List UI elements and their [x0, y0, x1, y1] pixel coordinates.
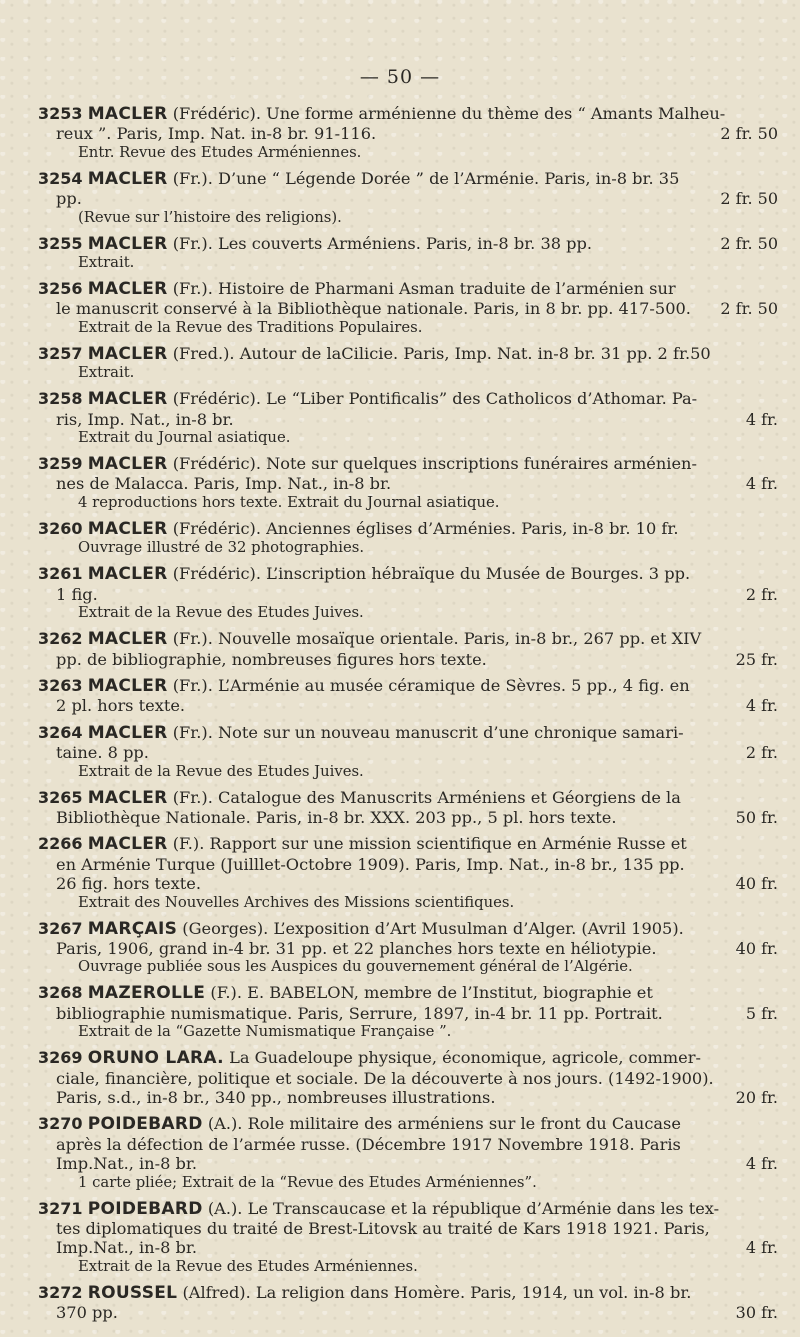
entry-continuation: nes de Malacca. Paris, Imp. Nat., in-8 br. [56, 474, 392, 494]
entry-continuation: pp. [56, 189, 82, 209]
entry-continuation: reux ”. Paris, Imp. Nat. in-8 br. 91-116. [56, 124, 377, 144]
entry-price: 2 fr. [745, 743, 778, 763]
catalog-entry [38, 344, 778, 382]
entry-main [38, 983, 778, 1003]
entry-note: 1 carte pliée; Extrait de la “Revue des Etudes Arméniennes”. [78, 1173, 537, 1191]
entry-main [38, 169, 778, 189]
entry-title: (Alfred). La religion dans Homère. Paris, 1914, un vol. in-8 br. [177, 1282, 692, 1302]
entry-price: 2 fr. [745, 584, 778, 604]
entry-continuation: 26 fig. hors texte. [56, 874, 201, 894]
catalog-entry [38, 234, 778, 272]
catalog-entry [38, 1199, 778, 1276]
entry-number: 3261 [38, 564, 83, 584]
entry-author: MACLER [87, 233, 168, 254]
entry-note: Ouvrage publiée sous les Auspices du gouvernement général de l’Algérie. [78, 958, 633, 976]
entry-continuation: pp. de bibliographie, nombreuses figures hors texte. [56, 649, 487, 669]
entry-price: 4 fr. [745, 409, 778, 429]
catalog-entry [38, 919, 778, 977]
entry-price: 25 fr. [735, 649, 778, 669]
entry-price: 40 fr. [735, 874, 778, 894]
entry-continuation: 370 pp. [56, 1303, 118, 1323]
entry-main [38, 629, 778, 649]
catalog-entry [38, 389, 778, 447]
entry-title: (Frédéric). Anciennes églises d’Arménies. Paris, in-8 br. 10 fr. [167, 518, 679, 538]
entry-number: 3268 [38, 983, 83, 1003]
entry-title: (Frédéric). Une forme arménienne du thème des “ Amants Malheu- [167, 104, 726, 123]
entry-number: 3265 [38, 787, 83, 807]
entry-author: POIDEBARD [87, 1198, 203, 1219]
entry-price: 2 fr. 50 [720, 124, 778, 144]
entry-title: (A.). Le Transcaucase et la république d’Arménie dans les tex- [202, 1198, 720, 1218]
entry-main [38, 788, 778, 808]
entry-list [38, 104, 778, 1330]
catalog-entry [38, 983, 778, 1041]
catalog-entry [38, 104, 778, 162]
entry-main [38, 564, 778, 584]
entry-author: MACLER [87, 518, 168, 539]
entry-price: 4 fr. [745, 696, 778, 716]
entry-note: (Revue sur l’histoire des religions). [78, 208, 342, 226]
entry-main [38, 344, 778, 364]
entry-continuation: bibliographie numismatique. Paris, Serrure, 1897, in-4 br. 11 pp. Portrait. [56, 1003, 663, 1023]
entry-continuation: Imp.Nat., in-8 br. [56, 1154, 197, 1174]
entry-number: 3260 [38, 518, 83, 538]
entry-author: MACLER [87, 168, 168, 189]
entry-author: ORUNO LARA. [87, 1048, 224, 1069]
entry-number: 3262 [38, 629, 83, 649]
entry-number: 3264 [38, 722, 83, 742]
entry-continuation: 1 fig. [56, 584, 98, 604]
entry-main [38, 1283, 778, 1303]
catalog-entry [38, 1048, 778, 1107]
entry-number: 3256 [38, 279, 83, 299]
entry-title: (Fr.). L’Arménie au musée céramique de Sèvres. 5 pp., 4 fig. en [167, 675, 690, 695]
entry-title: (Frédéric). L’inscription hébraïque du Musée de Bourges. 3 pp. [167, 564, 691, 584]
entry-number: 3255 [38, 233, 83, 253]
entry-note: Extrait de la Revue des Etudes Juives. [78, 604, 364, 622]
entry-main [38, 723, 778, 743]
entry-price: 40 fr. [735, 938, 778, 958]
entry-title: (A.). Role militaire des arméniens sur le front du Caucase [202, 1114, 681, 1134]
entry-main [38, 834, 778, 854]
entry-main [38, 519, 778, 539]
entry-author: MACLER [87, 343, 168, 364]
entry-title: (F.). Rapport sur une mission scientifique en Arménie Russe et [167, 834, 687, 854]
entry-continuation: ris, Imp. Nat., in-8 br. [56, 409, 234, 429]
entry-continuation: Paris, 1906, grand in-4 br. 31 pp. et 22 planches hors texte en héliotypie. [56, 938, 657, 958]
entry-number: 3271 [38, 1198, 83, 1218]
entry-number: 3253 [38, 104, 83, 123]
entry-price: 2 fr. 50 [720, 189, 778, 209]
entry-title: (Fr.). Histoire de Pharmani Asman traduite de l’arménien sur [167, 279, 676, 299]
entry-author: MACLER [87, 629, 168, 650]
entry-price: 30 fr. [735, 1303, 778, 1323]
entry-title: (Georges). L’exposition d’Art Musulman d’Alger. (Avril 1905). [177, 918, 684, 938]
catalog-entry [38, 1114, 778, 1191]
entry-author: MARÇAIS [87, 918, 178, 939]
entry-title: (Frédéric). Le “Liber Pontificalis” des Catholicos d’Athomar. Pa- [167, 389, 698, 409]
entry-number: 3267 [38, 918, 83, 938]
entry-continuation: Bibliothèque Nationale. Paris, in-8 br. XXX. 203 pp., 5 pl. hors texte. [56, 807, 617, 827]
entry-author: MACLER [87, 564, 168, 585]
entry-number: 3263 [38, 675, 83, 695]
entry-main [38, 104, 778, 124]
catalog-entry [38, 564, 778, 622]
catalog-entry [38, 454, 778, 512]
entry-title: (Fr.). Note sur un nouveau manuscrit d’une chronique samari- [167, 722, 684, 742]
catalog-entry [38, 676, 778, 716]
entry-number: 3269 [38, 1048, 83, 1068]
entry-title: (Fr.). Catalogue des Manuscrits Arméniens et Géorgiens de la [167, 787, 681, 807]
entry-continuation: tes diplomatiques du traité de Brest-Litovsk au traité de Kars 1918 1921. Paris, [56, 1219, 710, 1239]
entry-title: La Guadeloupe physique, économique, agricole, commer- [223, 1048, 701, 1068]
entry-number: 3270 [38, 1114, 83, 1134]
entry-note: Entr. Revue des Etudes Arméniennes. [78, 143, 362, 161]
entry-main [38, 919, 778, 939]
entry-author: MAZEROLLE [87, 983, 206, 1004]
entry-price: 2 fr. 50 [720, 299, 778, 319]
entry-number: 3257 [38, 343, 83, 363]
entry-note: Extrait de la Revue des Etudes Juives. [78, 762, 364, 780]
entry-note: Extrait de la “Gazette Numismatique Française ”. [78, 1023, 452, 1041]
entry-main [38, 1048, 778, 1068]
entry-author: POIDEBARD [87, 1114, 203, 1135]
entry-continuation: Imp.Nat., in-8 br. [56, 1238, 197, 1258]
entry-title: (Fr.). Nouvelle mosaïque orientale. Paris, in-8 br., 267 pp. et XIV [167, 629, 702, 649]
entry-note: Extrait. [78, 254, 135, 272]
catalog-entry [38, 279, 778, 337]
entry-title: (Fr.). Les couverts Arméniens. Paris, in-8 br. 38 pp. [167, 233, 593, 253]
catalog-entry [38, 169, 778, 227]
entry-author: MACLER [87, 389, 168, 410]
entry-price: 20 fr. [735, 1088, 778, 1107]
entry-price: 2 fr. 50 [720, 233, 778, 253]
entry-title: (Fr.). D’une “ Légende Dorée ” de l’Arménie. Paris, in-8 br. 35 [167, 168, 680, 188]
entry-author: ROUSSEL [87, 1282, 178, 1303]
entry-note: Extrait de la Revue des Etudes Arméniennes. [78, 1257, 418, 1275]
entry-author: MACLER [87, 104, 168, 124]
entry-number: 2266 [38, 834, 83, 854]
entry-author: MACLER [87, 675, 168, 696]
entry-number: 3272 [38, 1282, 83, 1302]
entry-price: 50 fr. [735, 807, 778, 827]
entry-note: Extrait du Journal asiatique. [78, 429, 291, 447]
entry-continuation: 2 pl. hors texte. [56, 696, 186, 716]
entry-title: (F.). E. BABELON, membre de l’Institut, biographie et [205, 983, 653, 1003]
entry-main [38, 1114, 778, 1134]
entry-note: Ouvrage illustré de 32 photographies. [78, 539, 365, 557]
entry-main [38, 234, 778, 254]
entry-main [38, 454, 778, 474]
entry-number: 3259 [38, 454, 83, 474]
entry-author: MACLER [87, 722, 168, 743]
catalog-entry [38, 723, 778, 781]
entry-price: 4 fr. [745, 1154, 778, 1174]
entry-number: 3258 [38, 389, 83, 409]
catalog-entry [38, 629, 778, 669]
catalog-entry [38, 1283, 778, 1323]
entry-continuation: taine. 8 pp. [56, 743, 149, 763]
entry-author: MACLER [87, 834, 168, 855]
entry-continuation: le manuscrit conservé à la Bibliothèque nationale. Paris, in 8 br. pp. 417-500. [56, 299, 691, 319]
entry-author: MACLER [87, 787, 168, 808]
catalog-entry [38, 788, 778, 828]
entry-price: 4 fr. [745, 474, 778, 494]
entry-number: 3254 [38, 168, 83, 188]
entry-price: 4 fr. [745, 1238, 778, 1258]
entry-main [38, 1199, 778, 1219]
entry-author: MACLER [87, 279, 168, 300]
entry-author: MACLER [87, 454, 168, 475]
entry-main [38, 676, 778, 696]
entry-title: (Frédéric). Note sur quelques inscriptions funéraires arménien- [167, 454, 697, 474]
entry-price: 5 fr. [745, 1003, 778, 1023]
catalog-entry [38, 834, 778, 911]
entry-continuation: en Arménie Turque (Juilllet-Octobre 1909). Paris, Imp. Nat., in-8 br., 135 pp. [56, 854, 685, 874]
entry-continuation: Paris, s.d., in-8 br., 340 pp., nombreuses illustrations. [56, 1088, 496, 1107]
entry-main [38, 389, 778, 409]
entry-note: 4 reproductions hors texte. Extrait du Journal asiatique. [78, 493, 500, 511]
catalog-entry [38, 519, 778, 557]
entry-continuation: après la défection de l’armée russe. (Décembre 1917 Novembre 1918. Paris [56, 1134, 681, 1154]
entry-main [38, 279, 778, 299]
entry-note: Extrait de la Revue des Traditions Populaires. [78, 318, 423, 336]
entry-note: Extrait des Nouvelles Archives des Missions scientifiques. [78, 893, 515, 911]
entry-title: (Fred.). Autour de laCilicie. Paris, Imp. Nat. in-8 br. 31 pp. 2 fr.50 [167, 343, 711, 363]
entry-note: Extrait. [78, 364, 135, 382]
page-number: — 50 — [359, 66, 441, 88]
entry-continuation: ciale, financière, politique et sociale. De la découverte à nos jours. (1492-1900). [56, 1068, 714, 1088]
